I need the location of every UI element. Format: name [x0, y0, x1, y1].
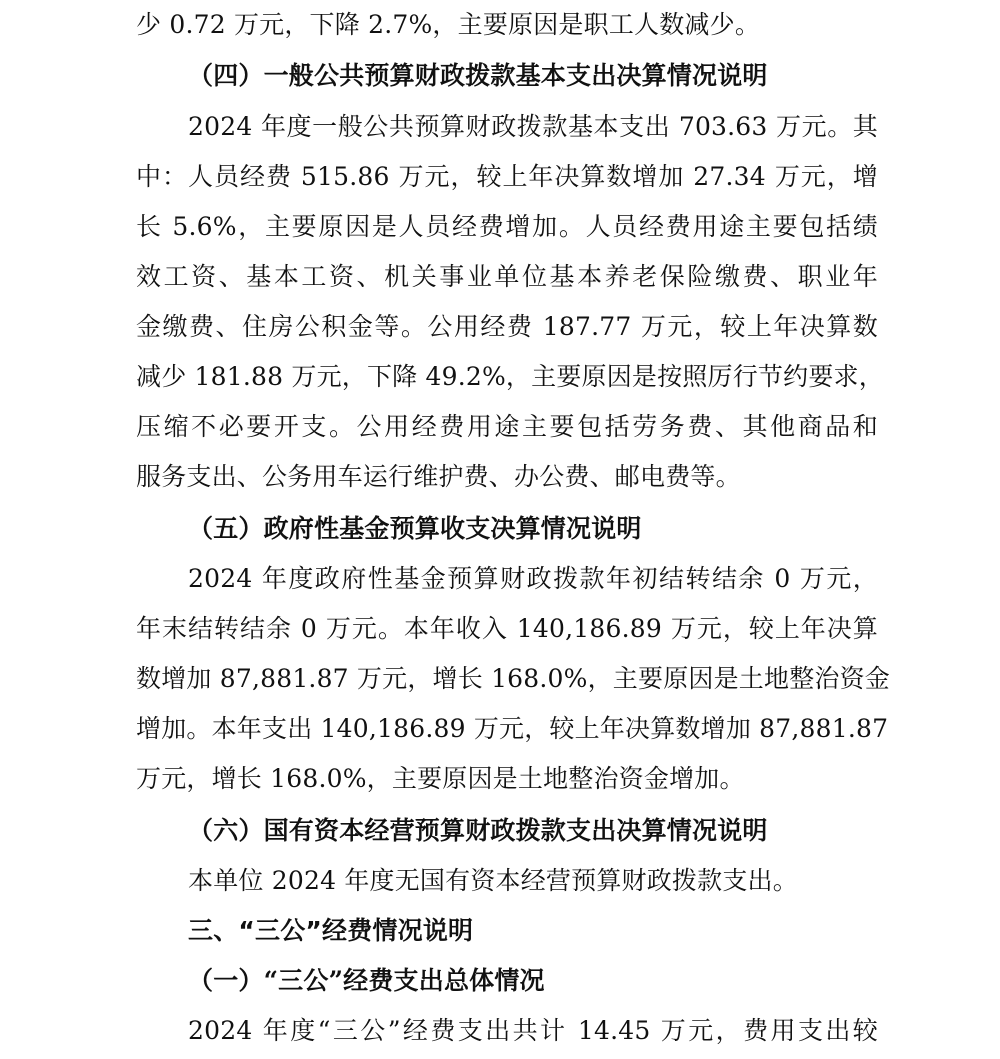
paragraph-line: 服务支出、公务用车运行维护费、办公费、邮电费等。 [136, 462, 741, 491]
section-heading-6: （六）国有资本经营预算财政拨款支出决算情况说明 [188, 816, 768, 845]
paragraph-line: 效工资、基本工资、机关事业单位基本养老保险缴费、职业年 [136, 262, 878, 291]
section-heading-4: （四）一般公共预算财政拨款基本支出决算情况说明 [188, 61, 768, 90]
paragraph-line: 本单位 2024 年度无国有资本经营预算财政拨款支出。 [188, 866, 798, 895]
paragraph-line: 2024 年度“三公”经费支出共计 14.45 万元，费用支出较 [188, 1016, 878, 1045]
paragraph-line: 少 0.72 万元，下降 2.7%，主要原因是职工人数减少。 [136, 10, 761, 39]
paragraph-line: 减少 181.88 万元，下降 49.2%，主要原因是按照厉行节约要求， [136, 362, 884, 391]
paragraph-line: 数增加 87,881.87 万元，增长 168.0%，主要原因是土地整治资金 [136, 664, 891, 693]
paragraph-line: 长 5.6%，主要原因是人员经费增加。人员经费用途主要包括绩 [136, 212, 878, 241]
paragraph-line: 金缴费、住房公积金等。公用经费 187.77 万元，较上年决算数 [136, 312, 878, 341]
section-heading-5: （五）政府性基金预算收支决算情况说明 [188, 514, 642, 543]
chapter-heading-3: 三、“三公”经费情况说明 [188, 916, 474, 945]
paragraph-line: 中：人员经费 515.86 万元，较上年决算数增加 27.34 万元，增 [136, 162, 878, 191]
paragraph-line: 万元，增长 168.0%，主要原因是土地整治资金增加。 [136, 764, 745, 793]
paragraph-line: 年末结转结余 0 万元。本年收入 140,186.89 万元，较上年决算 [136, 614, 878, 643]
paragraph-line: 2024 年度一般公共预算财政拨款基本支出 703.63 万元。其 [188, 112, 878, 141]
paragraph-line: 2024 年度政府性基金预算财政拨款年初结转结余 0 万元， [188, 564, 878, 593]
paragraph-line: 压缩不必要开支。公用经费用途主要包括劳务费、其他商品和 [136, 412, 878, 441]
section-heading-3-1: （一）“三公”经费支出总体情况 [188, 966, 545, 995]
paragraph-line: 增加。本年支出 140,186.89 万元，较上年决算数增加 87,881.87 [136, 714, 889, 743]
